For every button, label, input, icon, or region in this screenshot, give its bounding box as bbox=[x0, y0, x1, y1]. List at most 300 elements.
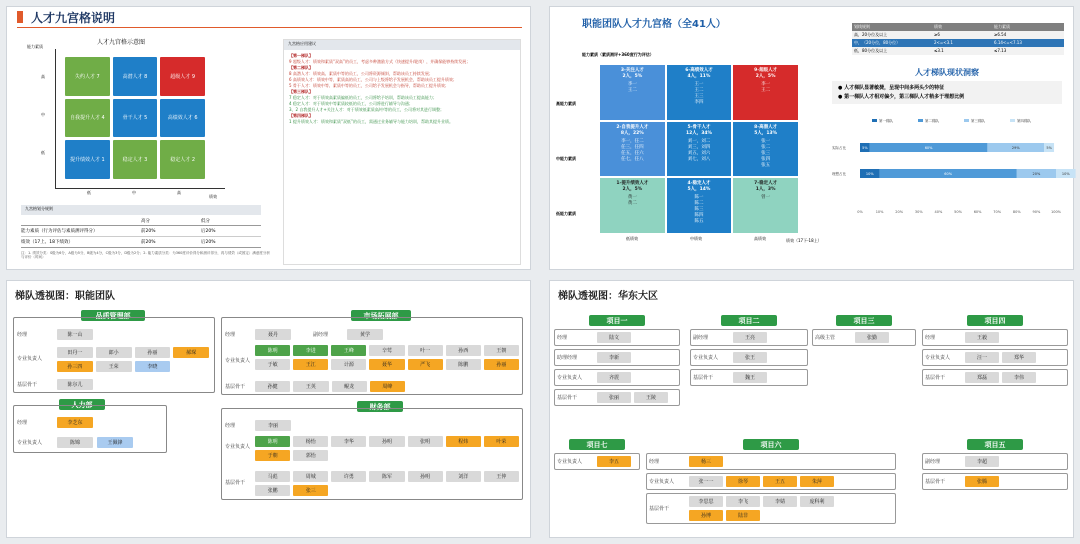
data-label: 10% bbox=[1061, 172, 1070, 176]
grid-cell-count: 2人，5% bbox=[622, 187, 643, 193]
grid-cell-head: 5-骨干人才 bbox=[687, 124, 711, 130]
project-box bbox=[554, 439, 640, 470]
x-tick-label: 50% bbox=[954, 210, 962, 214]
y-level-high: 高 bbox=[41, 74, 45, 79]
person-chip: 孙明 bbox=[369, 436, 404, 447]
panel-title-text: 人才九宫格说明 bbox=[31, 11, 116, 25]
person-chip: 杨三 bbox=[689, 456, 723, 467]
person-chip: 王英 bbox=[293, 381, 328, 392]
panel-east-china-echelon bbox=[549, 280, 1074, 538]
table-cell: 低，80分位及以上 bbox=[854, 48, 888, 53]
category-label: 实际占比 bbox=[832, 146, 846, 150]
project-row bbox=[554, 389, 680, 406]
grid-cell bbox=[733, 122, 798, 177]
data-label: 60% bbox=[944, 172, 953, 176]
grid-cell-names: 刘一，刘二 刘三，刘四 刘五，刘六 刘七，刘八 bbox=[687, 138, 711, 162]
grid-cell-head: 2-自我提升人才 bbox=[616, 124, 649, 130]
table-cell: ≥6 bbox=[934, 32, 940, 37]
project-row bbox=[554, 349, 680, 366]
person-chip: 王朝 bbox=[484, 345, 519, 356]
person-chip: 孙西 bbox=[446, 345, 481, 356]
row-people bbox=[689, 456, 723, 467]
rules-cell: 前20% bbox=[141, 229, 156, 234]
label: 专业负责人 bbox=[17, 440, 43, 446]
grid-cell-count: 5人，13% bbox=[754, 130, 778, 136]
rules-col-2: 低分 bbox=[201, 219, 210, 224]
label: 专业负责人 bbox=[225, 444, 251, 450]
row-label: 副经理 bbox=[925, 459, 941, 465]
y-axis-line bbox=[55, 49, 56, 189]
person-chip: 李婧 bbox=[763, 496, 797, 507]
chart-title: 人才九宫格示意图 bbox=[97, 39, 146, 46]
row-label: 高级主管 bbox=[815, 335, 836, 341]
person-chip: 周城 bbox=[293, 471, 328, 482]
table-cell: 高，20分位及以上 bbox=[854, 32, 888, 37]
x-tick-label: 70% bbox=[993, 210, 1002, 214]
project-row bbox=[646, 493, 896, 524]
grid-cell bbox=[733, 65, 798, 120]
project-row bbox=[554, 329, 680, 346]
project-box bbox=[922, 315, 1068, 386]
person-chip: 严飞 bbox=[408, 359, 443, 370]
person-chip: 陈明 bbox=[255, 436, 290, 447]
y-level-low: 低能力素质 bbox=[556, 211, 576, 216]
legend-label: 第三梯队 bbox=[971, 119, 985, 123]
x-level-mid: 中 bbox=[132, 190, 136, 195]
row-label: 经理 bbox=[557, 335, 568, 341]
label: 经理 bbox=[17, 332, 28, 338]
label: 副经理 bbox=[313, 332, 329, 338]
grid-cell-3: 稳定人才 3 bbox=[113, 140, 158, 179]
person-chip: 王荣 bbox=[96, 361, 132, 372]
row-label: 基层骨干 bbox=[925, 479, 946, 485]
project-row bbox=[554, 369, 680, 386]
row-people bbox=[965, 352, 1036, 363]
person-chip: 孙健 bbox=[255, 381, 290, 392]
project-header: 项目一 bbox=[589, 315, 645, 326]
grid-cell-2: 稳定人才 2 bbox=[160, 140, 205, 179]
person-chip: 郝琛 bbox=[173, 347, 209, 358]
grid-cell-names: 王一 王二 王三 李四 bbox=[694, 82, 704, 105]
person-chip: 张勤 bbox=[855, 332, 889, 343]
x-tick-label: 90% bbox=[1032, 210, 1041, 214]
grid-cell-head: 1-提升绩效人才 bbox=[616, 181, 649, 187]
table-header: 绩效 bbox=[934, 24, 942, 29]
person-chip: 李五 bbox=[597, 456, 631, 467]
dept-header-quality: 品质管理部 bbox=[81, 310, 145, 321]
table-cell: 2<=<3.1 bbox=[934, 40, 953, 45]
person-chip: 孙明 bbox=[408, 471, 443, 482]
row-label: 专业负责人 bbox=[557, 459, 583, 465]
person-chip: 庞科利 bbox=[800, 496, 834, 507]
legend-swatch bbox=[872, 119, 877, 122]
data-label: 10% bbox=[865, 172, 874, 176]
project-row bbox=[922, 329, 1068, 346]
rules-title: 九宫格划分规则 bbox=[25, 206, 53, 211]
grid-cell-8: 高潜人才 8 bbox=[113, 57, 158, 96]
grid-cell-count: 5人，14% bbox=[687, 187, 711, 193]
row-people bbox=[733, 332, 767, 343]
grid-cell bbox=[600, 65, 665, 120]
row-label: 专业负责人 bbox=[925, 355, 951, 361]
x-tick-label: 0% bbox=[857, 210, 863, 214]
stacked-bar-chart bbox=[832, 115, 1070, 225]
lead-chips bbox=[57, 347, 209, 372]
person-chip: 于朝 bbox=[255, 450, 290, 461]
application-line: 【第一梯队】 bbox=[289, 53, 313, 58]
person-chip: 李芝东 bbox=[57, 417, 93, 428]
grid-cell-count: 1人，3% bbox=[755, 187, 776, 193]
person-chip: 许勇 bbox=[331, 471, 366, 482]
person-chip: 陈锦 bbox=[57, 437, 93, 448]
grid-cell-head: 4-稳定人才 bbox=[687, 181, 711, 187]
rules-cell: 后20% bbox=[201, 229, 216, 234]
y-level-high: 高能力素质 bbox=[556, 101, 576, 106]
row-label: 专业负责人 bbox=[649, 479, 675, 485]
grid-cell bbox=[733, 178, 798, 233]
row-label: 基层骨干 bbox=[557, 395, 578, 401]
y-axis-label: 能力素质 bbox=[27, 44, 43, 49]
x-tick-label: 30% bbox=[914, 210, 923, 214]
data-label: 60% bbox=[924, 146, 933, 150]
row-people bbox=[965, 332, 999, 343]
row-people bbox=[965, 476, 999, 487]
grid-cell-names: 李一 王二 bbox=[761, 82, 771, 93]
grid-cell bbox=[600, 122, 665, 177]
person-chip: 王亮 bbox=[733, 332, 767, 343]
person-chip: 辛莺 bbox=[369, 345, 404, 356]
project-box bbox=[554, 315, 680, 406]
person-chip: 李新 bbox=[597, 352, 631, 363]
person-chip: 齐震 bbox=[597, 372, 631, 383]
person-chip: 王峰 bbox=[331, 345, 366, 356]
grid-cell-count: 2人，5% bbox=[755, 74, 776, 79]
row-people bbox=[597, 456, 631, 467]
grid-cell bbox=[667, 65, 732, 120]
legend-swatch bbox=[918, 119, 923, 122]
project-box bbox=[812, 315, 916, 346]
grid-cell-count: 2人，5% bbox=[622, 74, 643, 79]
table-cell: 6.14<=<7.13 bbox=[994, 40, 1022, 45]
dept-header-finance: 财务部 bbox=[357, 401, 403, 412]
person-chip: 张王 bbox=[733, 352, 767, 363]
project-row bbox=[554, 453, 640, 470]
label: 基层骨干 bbox=[225, 384, 246, 390]
person-chip: 李华 bbox=[331, 436, 366, 447]
person-chip: 王五 bbox=[763, 476, 797, 487]
category-label: 理想占比 bbox=[832, 172, 846, 176]
person-chip: 鲲龙 bbox=[332, 381, 367, 392]
grid-cell-1: 提升绩效人才 1 bbox=[65, 140, 110, 179]
panel-title: 职能团队人才九宫格（全41人） bbox=[582, 19, 726, 30]
person-chip: 郎小 bbox=[96, 347, 132, 358]
stacked-chart bbox=[832, 115, 1070, 225]
grid-cell-4: 自我提升人才 4 bbox=[65, 99, 110, 138]
legend-label: 第二梯队 bbox=[925, 119, 939, 123]
row-label: 基层骨干 bbox=[925, 375, 946, 381]
bullet-2: 第一梯队人才相对偏少，第三梯队人才稍多于理想比例 bbox=[844, 93, 965, 100]
rules-cell: 前20% bbox=[141, 240, 156, 245]
grid-cell-count: 12人，34% bbox=[685, 130, 713, 136]
grid-cell-5: 骨干人才 5 bbox=[113, 99, 158, 138]
table-cell: ≤7.13 bbox=[994, 48, 1007, 53]
person-chip: 陈尔儿 bbox=[57, 379, 93, 390]
data-label: 5% bbox=[1046, 146, 1052, 150]
panel-nine-grid-explanation bbox=[6, 6, 531, 270]
rules-note: 注：1. 绩效分类：S级为6分，A级为5分，B级为4分，C级为3分，D级为2分；2. 能力素质分类：为360度评价得分和测评得分，再与绩效（或固定）满意度分析与评价（时间） bbox=[21, 251, 270, 260]
application-line: 【第三梯队】 bbox=[289, 89, 313, 94]
legend-swatch bbox=[1010, 119, 1015, 122]
rules-table bbox=[21, 217, 261, 248]
title-underline bbox=[17, 27, 522, 28]
row-label: 副经理 bbox=[693, 335, 709, 341]
x-level-high: 高 bbox=[177, 190, 181, 195]
x-tick-label: 10% bbox=[875, 210, 884, 214]
person-chip: 李飞 bbox=[726, 496, 760, 507]
y-axis-label: 能力素质（素质测评+360度行为评估） bbox=[582, 52, 654, 57]
person-chip: 陈鹏 bbox=[446, 359, 481, 370]
grid-cell-count: 4人，11% bbox=[687, 74, 711, 79]
person-chip: 聂华 bbox=[369, 359, 404, 370]
status-title: 人才梯队现状洞察 bbox=[915, 68, 979, 77]
bullet-1: 人才梯队显著敏捷，呈现中间多两头少的特征 bbox=[844, 85, 945, 91]
label: 经理 bbox=[225, 423, 236, 429]
x-axis-line bbox=[55, 188, 225, 189]
person-chip: 孙丽 bbox=[135, 347, 171, 358]
table-cell: 中，（20分位，80分位） bbox=[854, 40, 901, 45]
person-chip: 李进 bbox=[293, 345, 328, 356]
application-line: 【第四梯队】 bbox=[289, 113, 313, 118]
application-line: 5 骨干人才：绩效中等、素质中等的员工，公司给予发展机会与指导，帮助员工提升绩效； bbox=[289, 83, 449, 88]
application-line: 9 超级人才：绩效和素质“双高”的员工，考虑多种激励方式（快速提升/轮岗），并确保能够持续发展； bbox=[289, 59, 471, 64]
person-chip: 李丽 bbox=[255, 420, 291, 431]
label: 经理 bbox=[17, 420, 28, 426]
person-chip: 王陵 bbox=[634, 392, 668, 403]
label: 基层骨干 bbox=[17, 382, 38, 388]
person-chip: 黄学 bbox=[347, 329, 383, 340]
project-row bbox=[922, 349, 1068, 366]
application-line: 8 高潜人才：绩效高、素质中等的员工，公司将资源倾斜，帮助该员工持续发展； bbox=[289, 71, 433, 76]
person-chip: 计源 bbox=[331, 359, 366, 370]
grid-cell bbox=[667, 178, 732, 233]
x-level-low: 低绩效 bbox=[626, 236, 638, 241]
y-level-low: 低 bbox=[41, 150, 45, 155]
panel-function-team-grid bbox=[549, 6, 1074, 270]
x-axis-label: 绩效（17下-18上） bbox=[786, 238, 822, 243]
row-label: 专业负责人 bbox=[693, 355, 719, 361]
project-box bbox=[646, 439, 896, 524]
person-chip: 刘洋 bbox=[446, 471, 481, 482]
person-chip: 孙丽 bbox=[484, 359, 519, 370]
row-label: 基层骨干 bbox=[649, 506, 670, 512]
row-label: 基层骨干 bbox=[693, 375, 714, 381]
rules-cell: 绩效（17上、18下绩效） bbox=[21, 240, 73, 245]
project-row bbox=[690, 349, 808, 366]
row-people bbox=[597, 352, 631, 363]
application-title-bar bbox=[284, 40, 520, 50]
person-chip: 杨怡 bbox=[293, 436, 328, 447]
status-bullets: ● 人才梯队显著敏捷，呈现中间多两头少的特征 ● 第一梯队人才相对偏少，第三梯队人才稍多于理想比例 bbox=[832, 81, 1062, 104]
row-label: 专业负责人 bbox=[557, 375, 583, 381]
row-people bbox=[965, 372, 1036, 383]
legend-label: 第四梯队 bbox=[1017, 119, 1031, 123]
person-chip: 孙三四 bbox=[57, 361, 93, 372]
project-row bbox=[922, 369, 1068, 386]
x-axis-label: 绩效 bbox=[209, 194, 217, 199]
x-tick-label: 20% bbox=[895, 210, 904, 214]
project-row bbox=[646, 473, 896, 490]
y-level-mid: 中 bbox=[41, 112, 45, 117]
application-line: 7 稳定人才：对于绩效高素质偏低的员工，公司将给予培训，帮助该员工提高能力； bbox=[289, 95, 437, 100]
application-title: 九宫格应用建议 bbox=[288, 41, 316, 46]
row-people bbox=[597, 332, 631, 343]
grid-cell-head: 6-高绩效人才 bbox=[685, 68, 713, 73]
panel-title: 梯队透视图：华东大区 bbox=[558, 291, 658, 302]
person-chip: 郭怡 bbox=[293, 450, 328, 461]
grid-cell-6: 高绩效人才 6 bbox=[160, 99, 205, 138]
person-chip: 陆非 bbox=[726, 510, 760, 521]
grid-cell-count: 8人，22% bbox=[620, 130, 644, 136]
data-label: 20% bbox=[1032, 172, 1041, 176]
grid-cell-names: 张一 张二 张三 张四 张五 bbox=[761, 138, 771, 168]
data-label: 29% bbox=[1011, 146, 1020, 150]
row-label: 经理 bbox=[925, 335, 936, 341]
person-chip: 孙博 bbox=[689, 510, 723, 521]
person-chip: 王佩锋 bbox=[97, 437, 133, 448]
person-chip: 朱萍 bbox=[800, 476, 834, 487]
person-chip: 张三 bbox=[293, 485, 328, 496]
person-chip: 周峰 bbox=[370, 381, 405, 392]
application-line: 6 高绩效人才：绩效中等，素质高的员工，公司与上级将给予发展机会，帮助该员工提升绩效； bbox=[289, 77, 457, 82]
person-chip: 张腾 bbox=[965, 476, 999, 487]
row-people bbox=[689, 476, 834, 487]
person-chip: 张丽 bbox=[597, 392, 631, 403]
application-line: 【第二梯队】 bbox=[289, 65, 313, 70]
lead-chips bbox=[255, 436, 519, 461]
project-row bbox=[690, 329, 808, 346]
project-row bbox=[812, 329, 916, 346]
dept-header-hr: 人力部 bbox=[59, 399, 105, 410]
grid-cell-head: 9-超级人才 bbox=[754, 68, 778, 73]
grid-cell-names: 黄一 黄二 bbox=[627, 195, 637, 207]
row-people bbox=[689, 496, 834, 521]
panel-title: 梯队透视图：职能团队 bbox=[15, 291, 115, 302]
person-chip: 李超 bbox=[965, 456, 999, 467]
x-tick-label: 80% bbox=[1012, 210, 1021, 214]
person-chip: 张明 bbox=[408, 436, 443, 447]
person-chip: 陈一山 bbox=[57, 329, 93, 340]
x-level-low: 低 bbox=[87, 190, 91, 195]
x-level-high: 高绩效 bbox=[754, 236, 766, 241]
person-chip: 马彪 bbox=[255, 471, 290, 482]
core-chips bbox=[255, 471, 519, 496]
grid-cell bbox=[600, 178, 665, 233]
application-line: 4 稳定人才：对于绩效中等素质较低的员工，公司将进行辅导与沟通； bbox=[289, 101, 413, 106]
project-box bbox=[922, 439, 1068, 490]
grid-cell-names: 陈一 陈二 陈三 陈四 陈五 bbox=[694, 195, 704, 225]
grid-cell-7: 失约人才 7 bbox=[65, 57, 110, 96]
table-cell: ≥6.54 bbox=[994, 32, 1007, 37]
core-chips bbox=[255, 381, 405, 392]
rules-col-0 bbox=[21, 218, 141, 224]
project-row bbox=[922, 473, 1068, 490]
person-chip: 陈军 bbox=[369, 471, 404, 482]
row-label: 助理经理 bbox=[557, 355, 578, 361]
person-chip: 王仲 bbox=[484, 471, 519, 482]
person-chip: 叶一 bbox=[408, 345, 443, 356]
label: 经理 bbox=[225, 332, 236, 338]
row-people bbox=[597, 372, 631, 383]
person-chip: 张鹏 bbox=[255, 485, 290, 496]
application-lines bbox=[284, 50, 520, 128]
rules-title-bar bbox=[21, 205, 261, 215]
project-header: 项目六 bbox=[743, 439, 799, 450]
person-chip: 王毅 bbox=[965, 332, 999, 343]
row-people bbox=[597, 392, 668, 403]
grid-cell-9: 超级人才 9 bbox=[160, 57, 205, 96]
person-chip: 魏王 bbox=[733, 372, 767, 383]
function-nine-grid bbox=[600, 65, 798, 233]
rules-col-1: 高分 bbox=[141, 219, 150, 224]
grid-cell-names: 曾一 bbox=[761, 195, 771, 201]
rules-cell: 后20% bbox=[201, 240, 216, 245]
row-people bbox=[733, 372, 767, 383]
rules-cell: 能力素质（行为评估与素质测评得分） bbox=[21, 229, 98, 234]
panel-function-echelon bbox=[6, 280, 531, 538]
x-tick-label: 100% bbox=[1050, 210, 1062, 214]
person-chip: 郑华 bbox=[1002, 352, 1036, 363]
project-header: 项目二 bbox=[721, 315, 777, 326]
person-chip: 李思思 bbox=[689, 496, 723, 507]
grid-cell-head: 8-高潜人才 bbox=[754, 124, 778, 130]
application-line: 1 提升绩效人才：绩效和素质“双低”的员工，需通过业务辅导与能力培训，帮助其提升业绩。 bbox=[289, 119, 453, 124]
table-header: 能力素质 bbox=[994, 24, 1010, 29]
legend-swatch bbox=[964, 119, 969, 122]
person-chip: 田丹一 bbox=[57, 347, 93, 358]
application-box bbox=[283, 39, 521, 265]
table-cell: ≤3.1 bbox=[934, 48, 944, 53]
grid-cell-head: 7-稳定人才 bbox=[754, 181, 778, 187]
person-chip: 张一一 bbox=[689, 476, 723, 487]
row-people bbox=[733, 352, 767, 363]
project-header: 项目四 bbox=[967, 315, 1023, 326]
panel-title bbox=[17, 11, 23, 23]
person-chip: 徐琴 bbox=[726, 476, 760, 487]
x-tick-label: 40% bbox=[934, 210, 943, 214]
person-chip: 程炜 bbox=[446, 436, 481, 447]
application-line: 3、2 自我提升人才+关注人才：对于绩效低素质高/中等的员工，公司将对其进行调整； bbox=[289, 107, 445, 112]
legend-label: 第一梯队 bbox=[879, 119, 893, 123]
label: 基层骨干 bbox=[225, 480, 246, 486]
lead-chips bbox=[255, 345, 519, 370]
person-chip: 汪一 bbox=[965, 352, 999, 363]
person-chip: 郑磊 bbox=[965, 372, 999, 383]
rule-table bbox=[852, 23, 1064, 55]
project-header: 项目三 bbox=[836, 315, 892, 326]
person-chip: 于敏 bbox=[255, 359, 290, 370]
grid-cell bbox=[667, 122, 732, 177]
person-chip: 王江 bbox=[293, 359, 328, 370]
dept-header-market: 市场拓展部 bbox=[351, 310, 411, 321]
person-chip: 叶荣 bbox=[484, 436, 519, 447]
grid-cell-names: 李一 王二 bbox=[627, 82, 637, 93]
label: 专业负责人 bbox=[225, 358, 251, 364]
project-box bbox=[690, 315, 808, 386]
row-label: 经理 bbox=[649, 459, 660, 465]
person-chip: 李伟 bbox=[1002, 372, 1036, 383]
project-row bbox=[646, 453, 896, 470]
project-header: 项目五 bbox=[967, 439, 1023, 450]
